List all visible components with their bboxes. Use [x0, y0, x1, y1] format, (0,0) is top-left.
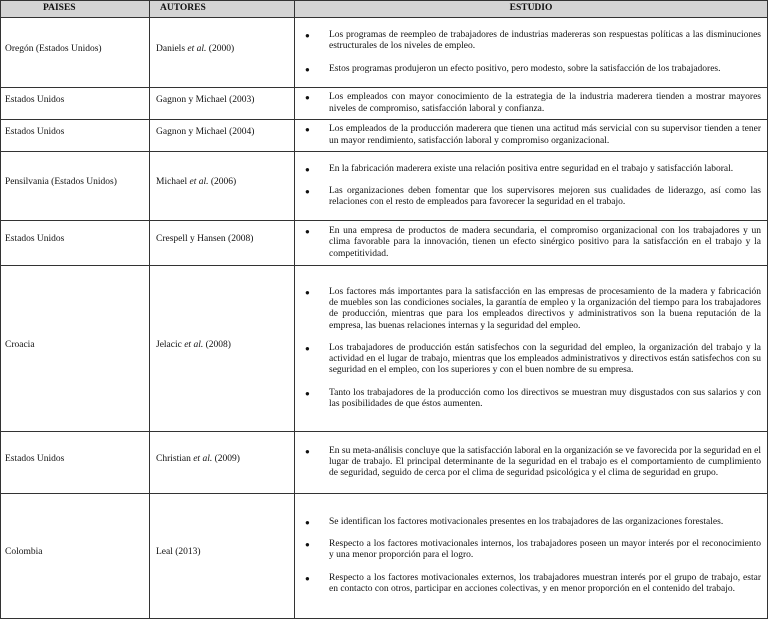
finding-text: Tanto los trabajadores de la producción como los directivos se muestran muy disgustados con sus salarios y con las posibilidades de que éstos aumenten. — [329, 387, 761, 409]
findings-list — [299, 517, 761, 595]
study-cell — [295, 18, 768, 88]
bullet-icon: ● — [305, 227, 310, 237]
findings-list — [299, 124, 761, 146]
country-label: Estados Unidos — [5, 126, 65, 137]
country-label: Croacia — [5, 339, 35, 350]
country-label: Colombia — [5, 547, 43, 558]
author-citation — [156, 127, 288, 138]
findings-list — [299, 30, 761, 75]
finding-item — [299, 446, 761, 480]
bullet-icon: ● — [305, 31, 310, 41]
finding-text: Los empleados de la producción maderera que tienen una actitud más servicial con su supervisor tienden a tener un mayor rendimiento, satisfacción laboral y compromiso organizacional. — [329, 124, 761, 146]
author-year: (2008) — [203, 339, 231, 350]
study-cell — [295, 494, 768, 619]
finding-item — [299, 186, 761, 208]
finding-item — [299, 517, 761, 528]
study-cell — [295, 88, 768, 120]
author-cell — [150, 494, 295, 619]
study-cell — [295, 120, 768, 152]
author-citation — [156, 340, 288, 351]
bullet-icon: ● — [305, 573, 310, 583]
bullet-icon: ● — [305, 540, 310, 550]
finding-item — [299, 64, 761, 75]
findings-list — [299, 164, 761, 209]
finding-text: Respecto a los factores motivacionales externos, los trabajadores muestran interés por el grupo de trabajo, estar en contacto con otros, participar en acciones colectivas, y en menor proporción en el contenido del trabajo. — [329, 572, 761, 594]
header-row — [1, 1, 768, 18]
author-name: Daniels — [156, 43, 186, 54]
finding-item — [299, 92, 761, 114]
header-autores: AUTORES — [150, 1, 295, 18]
findings-list — [299, 226, 761, 260]
table-row — [1, 432, 768, 494]
table-row — [1, 18, 768, 88]
country-cell — [1, 494, 150, 619]
country-cell — [1, 120, 150, 152]
author-etal: et al. — [187, 43, 207, 54]
author-citation — [156, 177, 288, 188]
country-cell — [1, 18, 150, 88]
author-name: Christian — [156, 453, 191, 464]
author-citation — [156, 454, 288, 465]
country-cell — [1, 152, 150, 221]
country-cell — [1, 432, 150, 494]
table-row — [1, 120, 768, 152]
author-citation — [156, 95, 288, 106]
finding-text: En la fabricación maderera existe una relación positiva entre seguridad en el trabajo y satisfacción laboral. — [329, 163, 734, 174]
author-name: Gagnon y Michael (2003) — [156, 94, 255, 105]
finding-text: Los factores más importantes para la satisfacción en las empresas de procesamiento de la madera y fabricación de muebles son las condiciones sociales, la garantía de empleo y la organización del tiempo para los trabajadores de producción, mientras que para los empleados directivos y administrativos son la buena reputación de la empresa, las buenas relaciones internas y la seguridad del empleo. — [329, 287, 761, 331]
author-year: (2000) — [206, 43, 235, 54]
author-citation — [156, 44, 288, 55]
author-citation — [156, 234, 288, 245]
bullet-icon: ● — [305, 125, 310, 135]
findings-list — [299, 287, 761, 410]
findings-list — [299, 446, 761, 480]
author-etal: et al. — [189, 177, 209, 188]
study-cell — [295, 266, 768, 432]
header-estudio: ESTUDIO — [295, 1, 768, 18]
finding-item — [299, 539, 761, 561]
finding-text: En una empresa de productos de madera secundaria, el compromiso organizacional con los trabajadores y un clima favorable para la innovación, tienen un efecto sinérgico positivo para la satisfacción en el trabajo y la competitividad. — [329, 226, 761, 259]
table-row — [1, 266, 768, 432]
finding-item — [299, 343, 761, 377]
finding-text: Respecto a los factores motivacionales internos, los trabajadores poseen un mayor interés por el reconocimiento y una menor proporción para el logro. — [329, 539, 761, 561]
country-cell — [1, 221, 150, 266]
country-cell — [1, 88, 150, 120]
table-body — [1, 18, 768, 619]
finding-text: Los trabajadores de producción están satisfechos con la seguridad del empleo, la organización del trabajo y la actividad en el lugar de trabajo, mientras que los empleados administrativos y directivos están satisfechos con su seguridad en el empleo, con los superiores y con el buen nombre de su empresa. — [329, 342, 761, 376]
finding-item — [299, 287, 761, 332]
bullet-icon: ● — [305, 517, 310, 527]
country-cell — [1, 266, 150, 432]
country-label: Oregón (Estados Unidos) — [5, 43, 102, 54]
study-cell — [295, 221, 768, 266]
bullet-icon: ● — [305, 343, 310, 353]
bullet-icon: ● — [305, 186, 310, 196]
author-citation — [156, 547, 288, 558]
author-cell — [150, 221, 295, 266]
finding-item — [299, 388, 761, 410]
author-name: Crespell y Hansen (2008) — [156, 234, 254, 245]
finding-item — [299, 164, 761, 175]
country-label: Estados Unidos — [5, 234, 65, 245]
bullet-icon: ● — [305, 93, 310, 103]
author-year: (2006) — [208, 177, 237, 188]
study-cell — [295, 432, 768, 494]
study-cell — [295, 152, 768, 221]
finding-text: En su meta-análisis concluye que la satisfacción laboral en la organización se ve favorecida por la seguridad en el lugar de trabajo. El principal determinante de la seguridad en el trabajo es el comportamiento de cumplimiento de seguridad, seguido de cerca por el clima de seguridad psicológica y el clima de seguridad en grupo. — [329, 445, 761, 479]
finding-text: Estos programas produjeron un efecto positivo, pero modesto, sobre la satisfacción de los trabajadores. — [329, 63, 721, 74]
author-year: (2009) — [212, 453, 240, 464]
table-row — [1, 494, 768, 619]
author-cell — [150, 88, 295, 120]
finding-item — [299, 124, 761, 146]
bullet-icon: ● — [305, 388, 310, 398]
finding-item — [299, 226, 761, 260]
author-cell — [150, 266, 295, 432]
header-paises: PAISES — [1, 1, 150, 18]
bullet-icon: ● — [305, 64, 310, 74]
author-name: Michael — [156, 177, 188, 188]
finding-text: Las organizaciones deben fomentar que los supervisores mejoren sus cualidades de liderazgo, así como las relaciones con el resto de empleados para favorecer la seguridad en el trabajo. — [329, 185, 761, 208]
author-name: Leal (2013) — [156, 547, 201, 558]
finding-item — [299, 573, 761, 595]
findings-list — [299, 92, 761, 114]
finding-item — [299, 30, 761, 52]
author-cell — [150, 152, 295, 221]
bullet-icon: ● — [305, 288, 310, 298]
author-etal: et al. — [184, 339, 204, 350]
table-row — [1, 221, 768, 266]
author-cell — [150, 18, 295, 88]
table-row — [1, 152, 768, 221]
author-cell — [150, 120, 295, 152]
author-cell — [150, 432, 295, 494]
bullet-icon: ● — [305, 164, 310, 174]
finding-text: Se identifican los factores motivacionales presentes en los trabajadores de las organizaciones forestales. — [329, 516, 724, 527]
author-etal: et al. — [193, 453, 213, 464]
country-label: Pensilvania (Estados Unidos) — [5, 177, 117, 188]
author-name: Gagnon y Michael (2004) — [156, 126, 255, 137]
bullet-icon: ● — [305, 446, 310, 456]
finding-text: Los programas de reempleo de trabajadores de industrias madereras son respuestas políticas a las disminuciones estructurales de los niveles de empleo. — [329, 30, 761, 52]
finding-text: Los empleados con mayor conocimiento de la estrategia de la industria maderera tienden a mostrar mayores niveles de compromiso, satisfacción laboral y confianza. — [329, 92, 761, 114]
table-header — [1, 1, 768, 18]
country-label: Estados Unidos — [5, 94, 65, 105]
author-name: Jelacic — [156, 339, 182, 350]
table-row — [1, 88, 768, 120]
country-label: Estados Unidos — [5, 453, 65, 464]
